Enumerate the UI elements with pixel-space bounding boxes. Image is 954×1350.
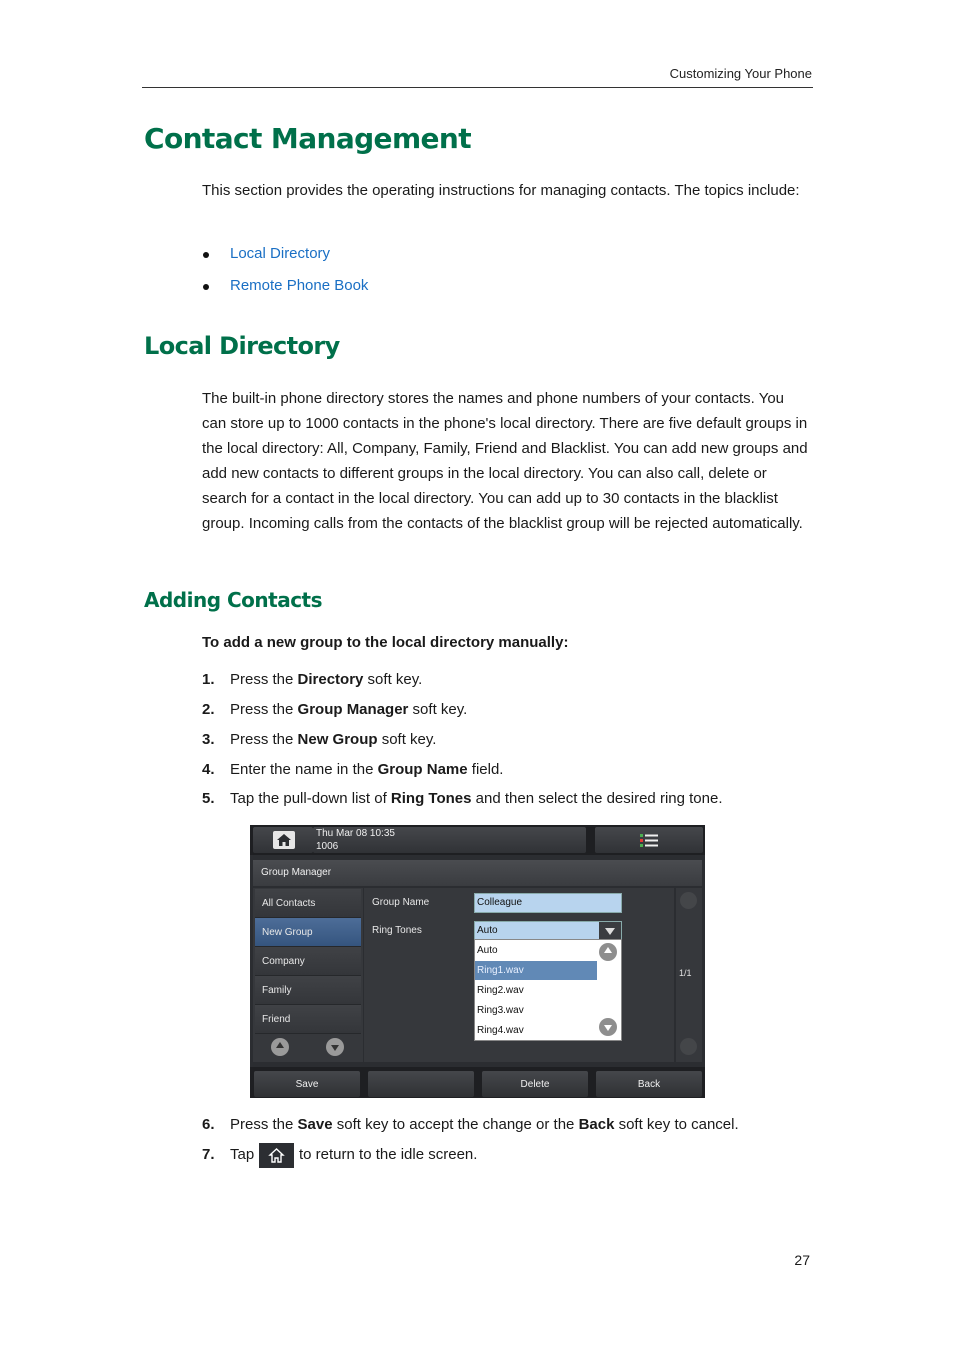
phone-screen-title [253,860,702,886]
ring-option[interactable]: Ring2.wav [477,985,524,996]
arrow-down-icon[interactable] [326,1038,344,1056]
step-number: 2. [202,701,215,718]
group-name-input[interactable]: Colleague [474,893,622,913]
subsubsection-heading: Adding Contacts [144,588,323,612]
phone-screenshot [250,825,705,1098]
bullet-icon [203,252,209,258]
group-item-friend[interactable]: Friend [255,1005,361,1034]
softkey-delete[interactable]: Delete [482,1071,588,1097]
step-text: Enter the name in the Group Name field. [230,761,504,778]
step-number: 3. [202,731,215,748]
step-number: 4. [202,761,215,778]
menu-list-icon [640,833,658,848]
softkey-save[interactable]: Save [254,1071,360,1097]
intro-paragraph: This section provides the operating instructions for managing contacts. The topics include: [202,182,800,199]
group-edit-form [364,888,674,1062]
step-text: Press the Group Manager soft key. [230,701,468,718]
phone-menu-key[interactable] [595,827,703,853]
group-item-new-group[interactable]: New Group [255,918,361,947]
step-text: Tap [230,1146,255,1163]
step-text-tail: to return to the idle screen. [299,1146,478,1163]
softkey-blank[interactable] [368,1071,474,1097]
subsection-heading: Local Directory [144,332,340,360]
bullet-icon [203,284,209,290]
date-time: Thu Mar 08 10:35 [316,828,395,839]
screen-title-text: Group Manager [261,867,332,878]
step-number: 6. [202,1116,215,1133]
group-item-company[interactable]: Company [255,947,361,976]
group-list [253,888,363,1062]
ring-option[interactable]: Auto [477,945,498,956]
softkey-back[interactable]: Back [596,1071,702,1097]
extension: 1006 [316,841,339,852]
header-rule [142,87,813,88]
step-number: 5. [202,790,215,807]
page-indicator [676,888,702,1062]
home-key-inline [259,1143,294,1168]
home-icon [268,1147,285,1164]
page-up-icon[interactable] [680,892,697,909]
scroll-down-icon[interactable] [599,1018,617,1036]
step-number: 7. [202,1146,215,1163]
group-item-all-contacts[interactable]: All Contacts [255,889,361,918]
page-number: 27 [794,1252,810,1268]
ring-option-selected[interactable]: Ring1.wav [475,961,597,980]
link-local-directory[interactable]: Local Directory [230,245,331,262]
link-remote-phone-book[interactable]: Remote Phone Book [230,277,369,294]
ring-option[interactable]: Ring3.wav [477,1005,524,1016]
step-text: Press the New Group soft key. [230,731,437,748]
local-directory-paragraph: The built-in phone directory stores the names and phone numbers of your contacts. You can store up to 1000 contacts in the phone's local directory. There are five default groups in the local directory: All, Company, Family, Friend and Blacklist. You can add new groups and add new contacts to different groups in the local directory. You can also call, delete or search for a contact in the local directory. You can add up to 30 contacts in the blacklist group. Incoming calls from the contacts of the blacklist group will be rejected automatically. [202,390,808,532]
arrow-up-icon[interactable] [271,1038,289,1056]
softkey-bar [250,1067,705,1098]
step-text: Tap the pull-down list of Ring Tones and then select the desired ring tone. [230,790,723,807]
dropdown-arrow-icon[interactable] [599,922,621,940]
group-item-family[interactable]: Family [255,976,361,1005]
ring-tones-select[interactable]: Auto [474,921,622,941]
group-name-label: Group Name [372,897,430,908]
scroll-up-icon[interactable] [599,943,617,961]
running-head: Customizing Your Phone [669,66,812,81]
step-number: 1. [202,671,215,688]
ring-tones-label: Ring Tones [372,925,422,936]
section-heading: Contact Management [144,122,472,155]
phone-home-key[interactable] [253,827,313,853]
home-icon [273,831,295,849]
ring-option[interactable]: Ring4.wav [477,1025,524,1036]
page-count: 1/1 [679,968,692,978]
procedure-title: To add a new group to the local directory manually: [202,634,569,651]
step-text: Press the Save soft key to accept the change or the Back soft key to cancel. [230,1116,739,1133]
phone-clock-panel [313,827,586,853]
step-text: Press the Directory soft key. [230,671,423,688]
ring-tones-options [474,939,622,1041]
page-down-icon[interactable] [680,1038,697,1055]
